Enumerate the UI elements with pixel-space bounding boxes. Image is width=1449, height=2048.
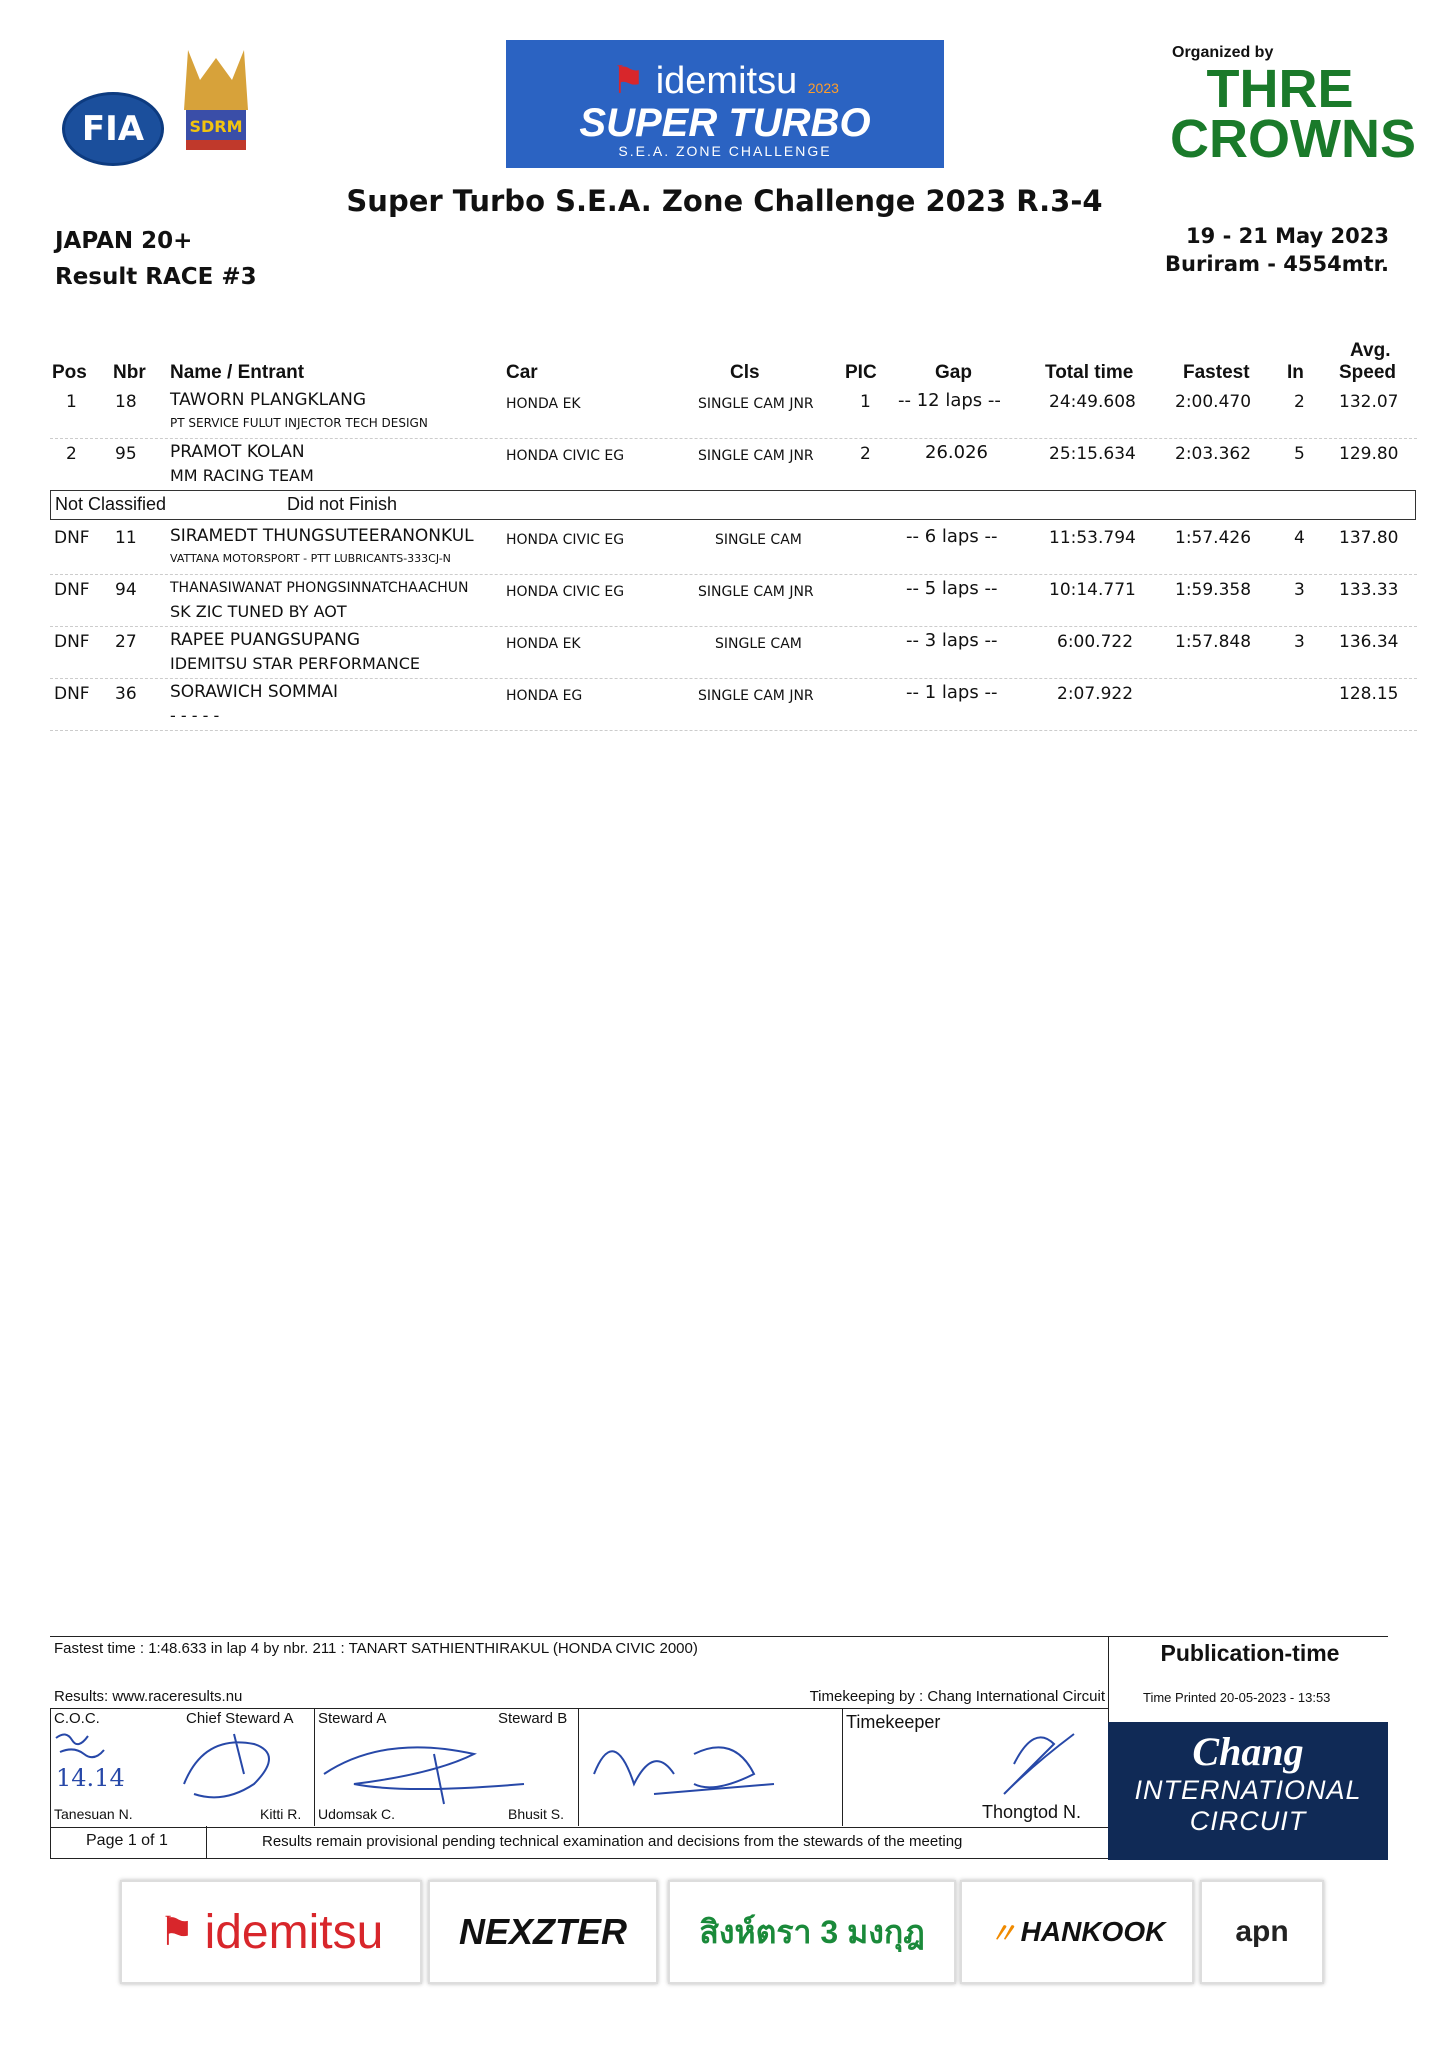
row-gap: -- 5 laps -- bbox=[906, 578, 998, 599]
table-row bbox=[50, 680, 1417, 731]
row-gap: -- 1 laps -- bbox=[906, 682, 998, 703]
row-cls: SINGLE CAM JNR bbox=[698, 688, 814, 704]
hankook-mark-icon: 〃 bbox=[988, 1918, 1017, 1949]
three-crowns-line2: CROWNS bbox=[1170, 109, 1416, 169]
row-in: 5 bbox=[1294, 444, 1305, 464]
row-pos: 2 bbox=[66, 444, 77, 464]
three-crowns-line1: THRE bbox=[1206, 59, 1354, 119]
fia-logo: FIA bbox=[62, 92, 164, 166]
steward-a-label: Steward A bbox=[318, 1710, 387, 1727]
row-total: 11:53.794 bbox=[1049, 528, 1136, 548]
row-pos: DNF bbox=[54, 580, 90, 600]
sponsor-hankook: 〃 HANKOOK bbox=[960, 1880, 1194, 1984]
circuit-info: Buriram - 4554mtr. bbox=[1165, 252, 1389, 276]
row-fastest: 1:59.358 bbox=[1175, 580, 1252, 600]
page-divider bbox=[206, 1826, 207, 1858]
row-car: HONDA CIVIC EG bbox=[506, 532, 625, 548]
row-in: 2 bbox=[1294, 392, 1305, 412]
sponsor-apn: apn bbox=[1200, 1880, 1324, 1984]
col-cls: Cls bbox=[730, 362, 760, 383]
row-entrant: - - - - - bbox=[170, 706, 220, 725]
row-nbr: 11 bbox=[115, 528, 137, 548]
timekeeping-by: Timekeeping by : Chang International Circuit bbox=[809, 1688, 1105, 1705]
footer-rule bbox=[50, 1636, 1110, 1637]
three-crowns-logo bbox=[1170, 59, 1416, 169]
col-fastest: Fastest bbox=[1183, 362, 1250, 383]
time-printed: Time Printed 20-05-2023 - 13:53 bbox=[1143, 1690, 1331, 1705]
row-driver: THANASIWANAT PHONGSINNATCHAACHUN bbox=[170, 580, 469, 596]
steward-a-name: Udomsak C. bbox=[318, 1806, 396, 1822]
sponsor-nexzter: NEXZTER bbox=[428, 1880, 658, 1984]
page-number: Page 1 of 1 bbox=[86, 1832, 168, 1849]
row-entrant: PT SERVICE FULUT INJECTOR TECH DESIGN bbox=[170, 416, 428, 430]
row-cls: SINGLE CAM JNR bbox=[698, 584, 814, 600]
col-pos: Pos bbox=[52, 362, 87, 383]
provisional-notice: Results remain provisional pending technical examination and decisions from the stewards of the meeting bbox=[262, 1833, 963, 1850]
coc-label: C.O.C. bbox=[54, 1710, 100, 1727]
row-speed: 137.80 bbox=[1339, 528, 1399, 548]
col-pic: PIC bbox=[845, 362, 877, 383]
super-turbo-banner bbox=[506, 40, 944, 168]
row-in: 4 bbox=[1294, 528, 1305, 548]
publication-time-title: Publication-time bbox=[1160, 1640, 1340, 1666]
chang-international: INTERNATIONAL bbox=[1134, 1775, 1362, 1805]
row-car: HONDA EK bbox=[506, 636, 581, 652]
row-gap: -- 6 laps -- bbox=[906, 526, 998, 547]
table-row bbox=[50, 440, 1417, 490]
row-entrant: IDEMITSU STAR PERFORMANCE bbox=[170, 654, 421, 673]
col-car: Car bbox=[506, 362, 538, 383]
not-classified-label: Not Classified bbox=[55, 494, 167, 514]
row-total: 6:00.722 bbox=[1057, 632, 1134, 652]
row-gap: -- 12 laps -- bbox=[898, 390, 1001, 411]
row-pos: DNF bbox=[54, 632, 90, 652]
banner-idemitsu: idemitsu bbox=[655, 60, 798, 102]
row-pos: DNF bbox=[54, 684, 90, 704]
row-fastest: 1:57.848 bbox=[1175, 632, 1252, 652]
row-driver: SORAWICH SOMMAI bbox=[170, 682, 339, 702]
table-row bbox=[50, 628, 1417, 679]
row-total: 25:15.634 bbox=[1049, 444, 1136, 464]
row-fastest: 2:03.362 bbox=[1175, 444, 1252, 464]
row-driver: TAWORN PLANGKLANG bbox=[170, 390, 367, 410]
row-car: HONDA EG bbox=[506, 688, 583, 704]
row-speed: 129.80 bbox=[1339, 444, 1399, 464]
sdrm-logo bbox=[178, 50, 254, 154]
signatures bbox=[54, 1724, 1099, 1814]
sponsor-idemitsu: ⚑ idemitsu bbox=[120, 1880, 422, 1984]
banner-sea-zone: S.E.A. ZONE CHALLENGE bbox=[618, 143, 832, 159]
row-cls: SINGLE CAM bbox=[715, 532, 802, 548]
row-nbr: 94 bbox=[115, 580, 137, 600]
row-cls: SINGLE CAM bbox=[715, 636, 802, 652]
row-pos: DNF bbox=[54, 528, 90, 548]
sdrm-text: SDRM bbox=[189, 117, 243, 136]
banner-super-turbo: SUPER TURBO bbox=[579, 101, 871, 145]
chang-word: Chang bbox=[1192, 1729, 1304, 1774]
row-entrant: VATTANA MOTORSPORT - PTT LUBRICANTS-333CJ-N bbox=[170, 552, 451, 565]
row-car: HONDA EK bbox=[506, 396, 581, 412]
col-nbr: Nbr bbox=[113, 362, 146, 383]
row-driver: PRAMOT KOLAN bbox=[170, 442, 305, 462]
row-entrant: SK ZIC TUNED BY AOT bbox=[170, 602, 347, 621]
results-url: Results: www.raceresults.nu bbox=[54, 1688, 243, 1705]
col-speed: Speed bbox=[1339, 362, 1397, 383]
row-pic: 1 bbox=[860, 392, 871, 412]
row-entrant: MM RACING TEAM bbox=[170, 466, 314, 485]
row-cls: SINGLE CAM JNR bbox=[698, 448, 814, 464]
event-date: 19 - 21 May 2023 bbox=[1186, 224, 1389, 248]
col-name: Name / Entrant bbox=[170, 362, 305, 383]
row-nbr: 18 bbox=[115, 392, 137, 412]
coc-name: Tanesuan N. bbox=[54, 1806, 133, 1822]
publication-rule bbox=[1108, 1636, 1388, 1637]
organized-by: Organized by bbox=[1172, 44, 1274, 61]
row-driver: SIRAMEDT THUNGSUTEERANONKUL bbox=[170, 526, 474, 546]
publication-divider bbox=[1108, 1636, 1109, 1714]
row-cls: SINGLE CAM JNR bbox=[698, 396, 814, 412]
row-pos: 1 bbox=[66, 392, 77, 412]
handwritten-time: 14.14 bbox=[56, 1764, 125, 1792]
result-label: Result RACE #3 bbox=[55, 264, 257, 290]
row-speed: 136.34 bbox=[1339, 632, 1399, 652]
table-row bbox=[50, 576, 1417, 627]
timekeeper-label: Timekeeper bbox=[846, 1712, 941, 1732]
col-gap: Gap bbox=[935, 362, 972, 383]
row-car: HONDA CIVIC EG bbox=[506, 448, 625, 464]
fastest-time-line: Fastest time : 1:48.633 in lap 4 by nbr. 211 : TANART SATHIENTHIRAKUL (HONDA CIVIC 2000) bbox=[54, 1640, 698, 1657]
row-car: HONDA CIVIC EG bbox=[506, 584, 625, 600]
row-nbr: 36 bbox=[115, 684, 137, 704]
sponsor-three-crowns-thai: สิงห์ตรา 3 มงกุฎ bbox=[668, 1880, 956, 1984]
idemitsu-flag-icon: ⚑ bbox=[611, 60, 646, 102]
chang-circuit: CIRCUIT bbox=[1189, 1806, 1307, 1836]
col-total-time: Total time bbox=[1045, 362, 1134, 383]
steward-b-label: Steward B bbox=[498, 1710, 568, 1727]
page-title: Super Turbo S.E.A. Zone Challenge 2023 R.3-4 bbox=[346, 184, 1103, 218]
row-total: 24:49.608 bbox=[1049, 392, 1136, 412]
table-row bbox=[50, 388, 1417, 439]
row-total: 10:14.771 bbox=[1049, 580, 1136, 600]
chief-steward-label: Chief Steward A bbox=[186, 1710, 294, 1727]
table-row bbox=[50, 524, 1417, 575]
chang-circuit-logo bbox=[1108, 1722, 1388, 1860]
col-avg: Avg. bbox=[1350, 340, 1391, 361]
idemitsu-flag-icon: ⚑ bbox=[158, 1910, 195, 1954]
row-driver: RAPEE PUANGSUPANG bbox=[170, 630, 361, 650]
not-classified-bar bbox=[50, 490, 1416, 520]
not-classified-reason: Did not Finish bbox=[287, 494, 398, 514]
row-speed: 133.33 bbox=[1339, 580, 1399, 600]
steward-b-name: Bhusit S. bbox=[508, 1806, 565, 1822]
timekeeper-name: Thongtod N. bbox=[982, 1802, 1082, 1822]
row-gap: 26.026 bbox=[925, 442, 988, 463]
row-pic: 2 bbox=[860, 444, 871, 464]
row-gap: -- 3 laps -- bbox=[906, 630, 998, 651]
col-in: In bbox=[1287, 362, 1304, 383]
banner-badge: 2023 bbox=[807, 80, 839, 96]
row-fastest: 1:57.426 bbox=[1175, 528, 1252, 548]
row-fastest: 2:00.470 bbox=[1175, 392, 1252, 412]
row-in: 3 bbox=[1294, 632, 1305, 652]
row-speed: 132.07 bbox=[1339, 392, 1399, 412]
chief-steward-name: Kitti R. bbox=[260, 1806, 302, 1822]
category: JAPAN 20+ bbox=[55, 228, 193, 254]
row-nbr: 27 bbox=[115, 632, 137, 652]
row-in: 3 bbox=[1294, 580, 1305, 600]
row-total: 2:07.922 bbox=[1057, 684, 1134, 704]
row-nbr: 95 bbox=[115, 444, 137, 464]
row-speed: 128.15 bbox=[1339, 684, 1399, 704]
